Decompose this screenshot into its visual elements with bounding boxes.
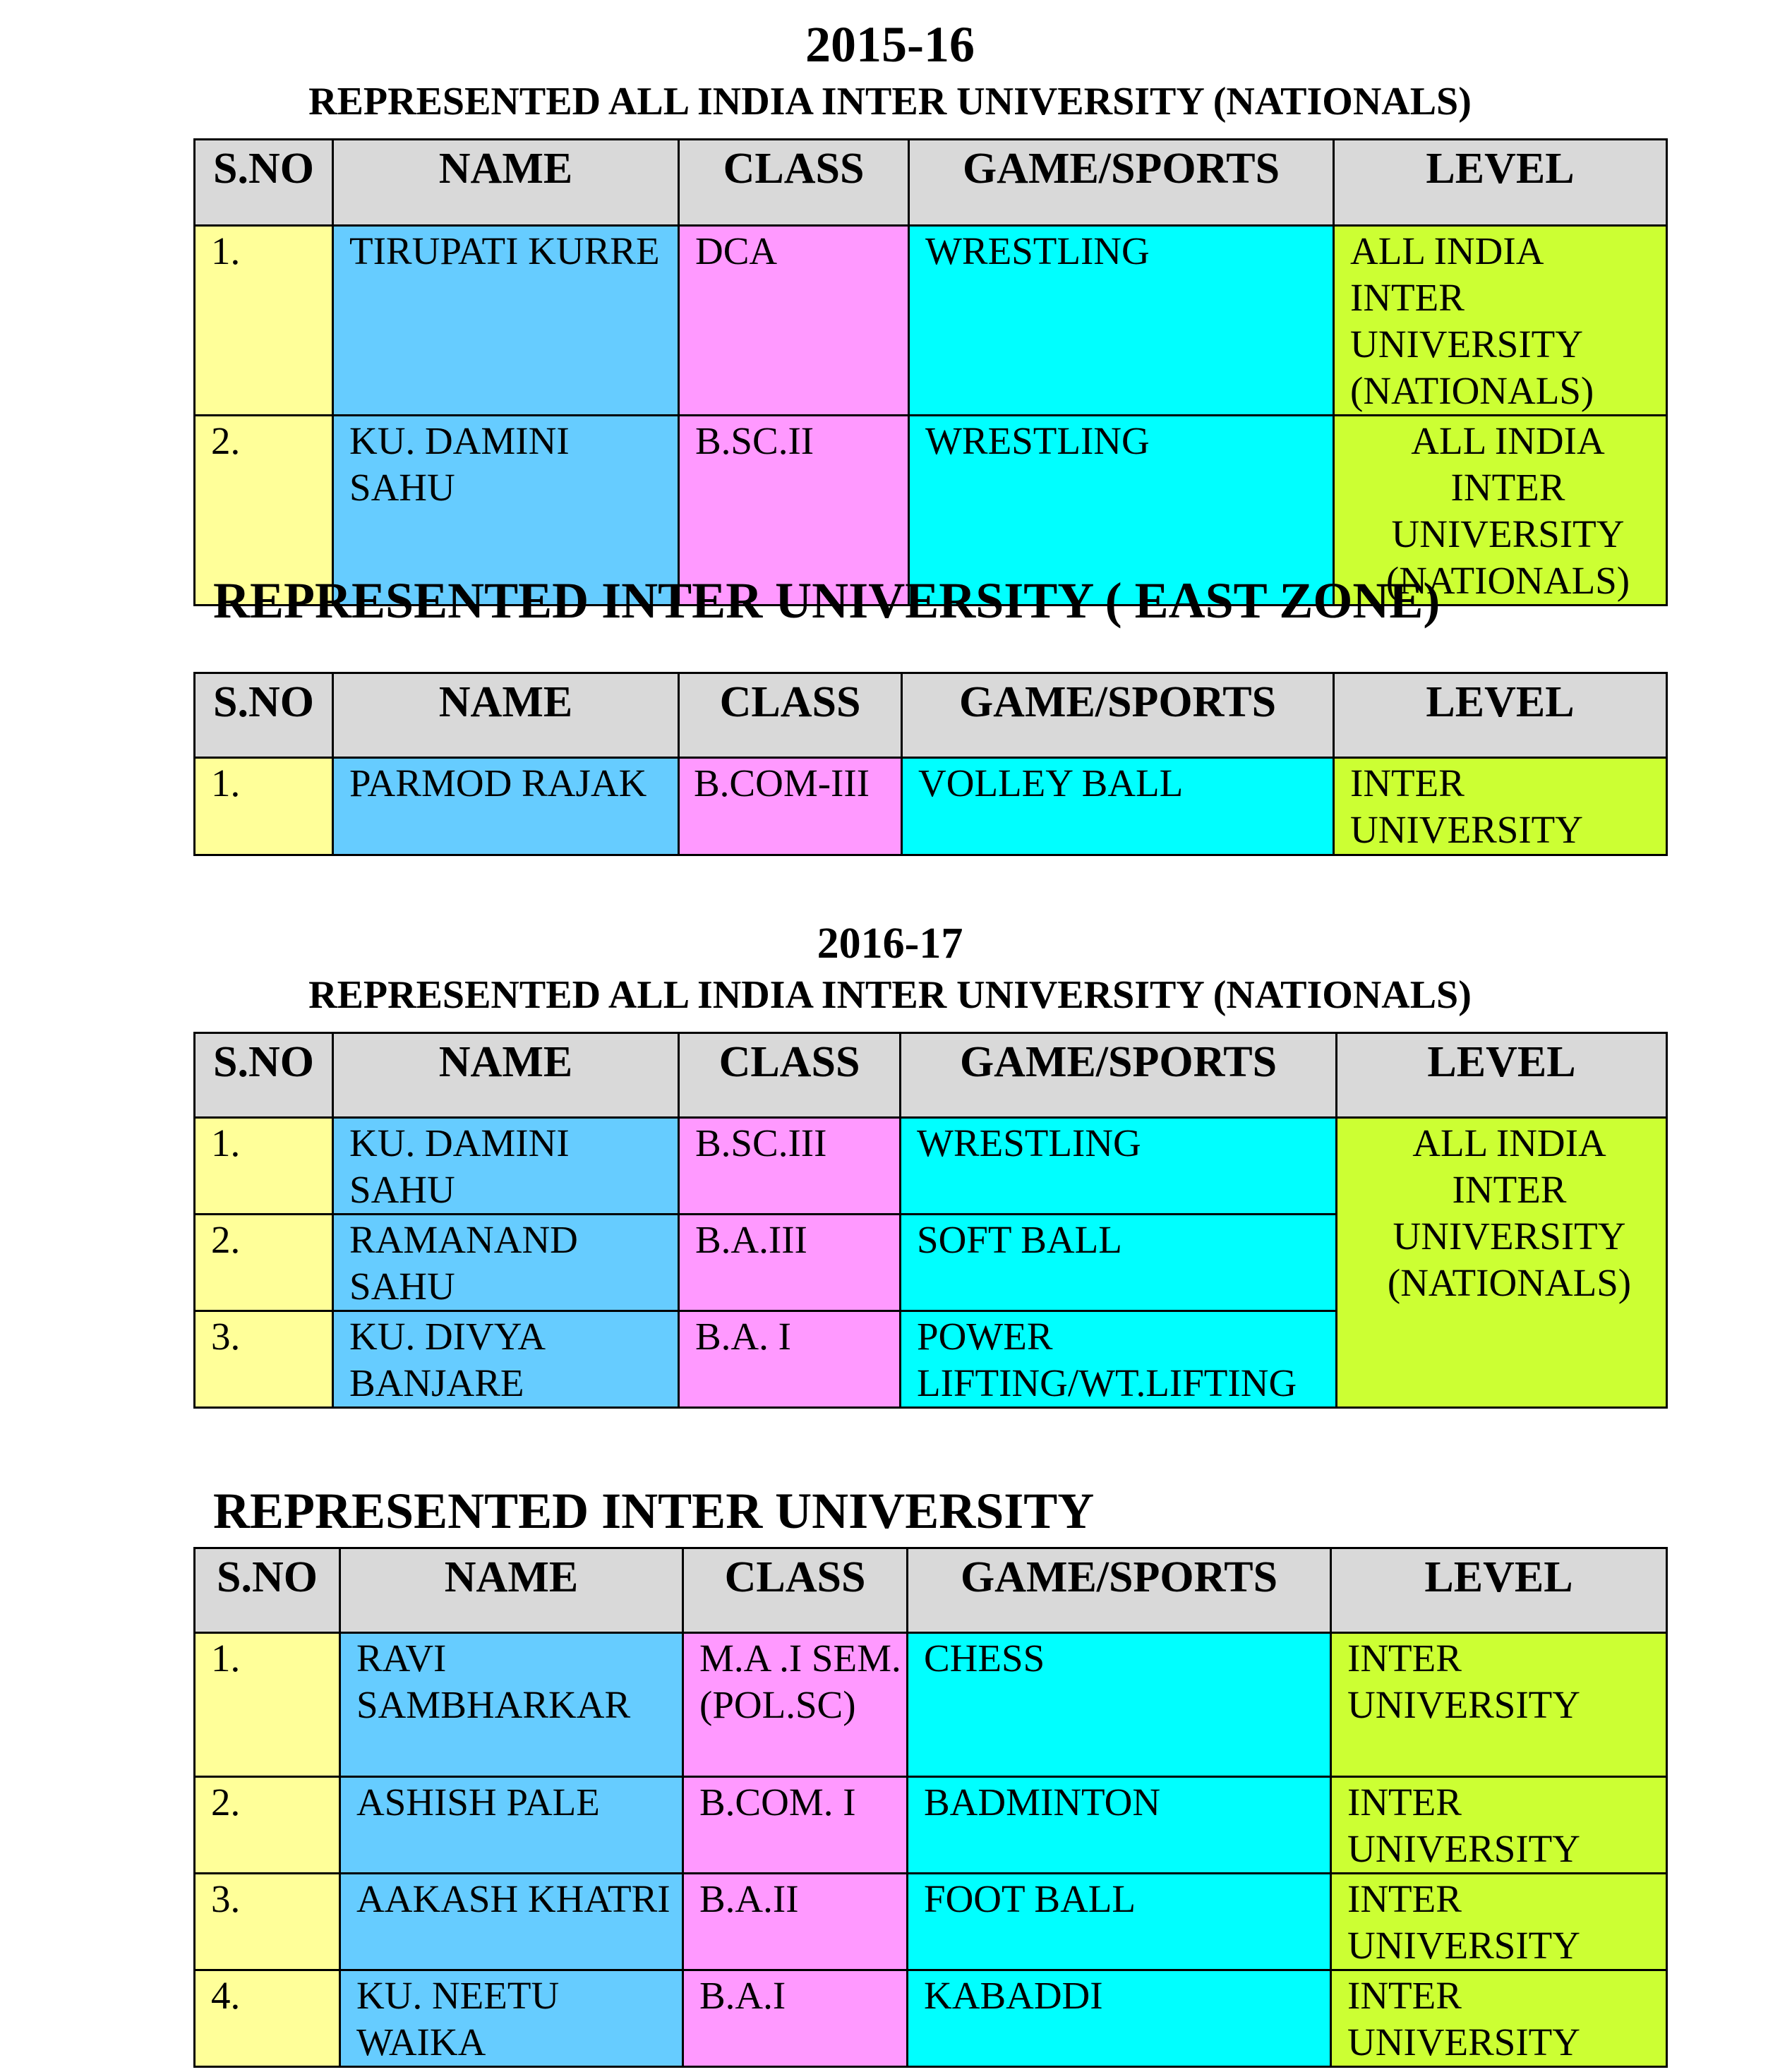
- cell-game: WRESTLING: [909, 226, 1334, 416]
- cell-class: DCA: [679, 226, 909, 416]
- col-header-name: NAME: [333, 673, 679, 758]
- col-header-game: GAME/SPORTS: [901, 1033, 1337, 1118]
- cell-name: KU. DIVYA BANJARE: [333, 1311, 679, 1408]
- col-header-sno: S.NO: [195, 1033, 333, 1118]
- cell-class: B.A.II: [683, 1874, 908, 1970]
- table-row: [195, 758, 1667, 855]
- cell-name: ASHISH PALE: [340, 1777, 683, 1874]
- cell-class: B.A.III: [679, 1215, 901, 1311]
- cell-sno: 2.: [195, 1777, 340, 1874]
- table-row: [195, 226, 1667, 416]
- cell-sno: 2.: [195, 1215, 333, 1311]
- cell-sno: 2.: [195, 416, 333, 606]
- cell-sno: 1.: [195, 1633, 340, 1777]
- cell-game: WRESTLING: [909, 416, 1334, 606]
- cell-game: POWER LIFTING/WT.LIFTING: [901, 1311, 1337, 1408]
- cell-sno: 3.: [195, 1311, 333, 1408]
- table-row: [195, 1633, 1667, 1777]
- cell-name: AAKASH KHATRI: [340, 1874, 683, 1970]
- col-header-level: LEVEL: [1331, 1548, 1667, 1633]
- col-header-game: GAME/SPORTS: [908, 1548, 1331, 1633]
- table-header-row: [195, 673, 1667, 758]
- col-header-class: CLASS: [679, 1033, 901, 1118]
- cell-name: RAMANAND SAHU: [333, 1215, 679, 1311]
- col-header-sno: S.NO: [195, 673, 333, 758]
- col-header-game: GAME/SPORTS: [909, 140, 1334, 226]
- cell-name: KU. DAMINI SAHU: [333, 416, 679, 606]
- cell-game: KABADDI: [908, 1970, 1331, 2067]
- heading-east-zone: REPRESENTED INTER UNIVERSITY ( EAST ZONE): [213, 572, 1441, 629]
- cell-level: ALL INDIA INTER UNIVERSITY (NATIONALS): [1334, 226, 1667, 416]
- cell-level: INTER UNIVERSITY: [1331, 1970, 1667, 2067]
- table-east-zone: [193, 672, 1668, 856]
- table-row: [195, 1777, 1667, 1874]
- col-header-class: CLASS: [683, 1548, 908, 1633]
- col-header-level: LEVEL: [1334, 140, 1667, 226]
- table-row: [195, 1118, 1667, 1215]
- year-heading-2016: 2016-17: [817, 920, 963, 968]
- cell-level: ALL INDIA INTER UNIVERSITY (NATIONALS): [1334, 416, 1667, 606]
- cell-class: B.A. I: [679, 1311, 901, 1408]
- cell-level: INTER UNIVERSITY: [1331, 1874, 1667, 1970]
- cell-name: PARMOD RAJAK: [333, 758, 679, 855]
- cell-level-merged: ALL INDIA INTER UNIVERSITY (NATIONALS): [1337, 1118, 1667, 1408]
- col-header-sno: S.NO: [195, 1548, 340, 1633]
- cell-name: RAVI SAMBHARKAR: [340, 1633, 683, 1777]
- year-heading-2015: 2015-16: [805, 16, 975, 73]
- cell-class: M.A .I SEM. (POL.SC): [683, 1633, 908, 1777]
- cell-game: VOLLEY BALL: [902, 758, 1334, 855]
- table-nationals-2016: [193, 1032, 1668, 1409]
- table-header-row: [195, 1548, 1667, 1633]
- cell-name: TIRUPATI KURRE: [333, 226, 679, 416]
- cell-game: FOOT BALL: [908, 1874, 1331, 1970]
- cell-level: INTER UNIVERSITY: [1331, 1777, 1667, 1874]
- cell-level: INTER UNIVERSITY: [1331, 1633, 1667, 1777]
- table-header-row: [195, 140, 1667, 226]
- cell-game: SOFT BALL: [901, 1215, 1337, 1311]
- cell-game: WRESTLING: [901, 1118, 1337, 1215]
- cell-game: CHESS: [908, 1633, 1331, 1777]
- cell-class: B.SC.III: [679, 1118, 901, 1215]
- cell-sno: 1.: [195, 226, 333, 416]
- cell-class: B.A.I: [683, 1970, 908, 2067]
- table-nationals-2015: [193, 138, 1668, 606]
- cell-level: INTER UNIVERSITY: [1334, 758, 1667, 855]
- cell-sno: 4.: [195, 1970, 340, 2067]
- col-header-level: LEVEL: [1337, 1033, 1667, 1118]
- col-header-sno: S.NO: [195, 140, 333, 226]
- table-inter-university: [193, 1547, 1668, 2068]
- col-header-name: NAME: [333, 140, 679, 226]
- col-header-class: CLASS: [679, 673, 902, 758]
- col-header-name: NAME: [340, 1548, 683, 1633]
- cell-name: KU. NEETU WAIKA: [340, 1970, 683, 2067]
- cell-game: BADMINTON: [908, 1777, 1331, 1874]
- cell-class: B.SC.II: [679, 416, 909, 606]
- col-header-class: CLASS: [679, 140, 909, 226]
- cell-sno: 1.: [195, 758, 333, 855]
- col-header-name: NAME: [333, 1033, 679, 1118]
- col-header-level: LEVEL: [1334, 673, 1667, 758]
- cell-sno: 1.: [195, 1118, 333, 1215]
- heading-inter-university: REPRESENTED INTER UNIVERSITY: [213, 1483, 1095, 1539]
- table-header-row: [195, 1033, 1667, 1118]
- cell-class: B.COM-III: [679, 758, 902, 855]
- cell-class: B.COM. I: [683, 1777, 908, 1874]
- col-header-game: GAME/SPORTS: [902, 673, 1334, 758]
- subheading-nationals-2016: REPRESENTED ALL INDIA INTER UNIVERSITY (NATIONALS): [308, 973, 1472, 1017]
- table-row: [195, 1970, 1667, 2067]
- cell-sno: 3.: [195, 1874, 340, 1970]
- subheading-nationals-2015: REPRESENTED ALL INDIA INTER UNIVERSITY (NATIONALS): [308, 80, 1472, 124]
- table-row: [195, 1874, 1667, 1970]
- cell-name: KU. DAMINI SAHU: [333, 1118, 679, 1215]
